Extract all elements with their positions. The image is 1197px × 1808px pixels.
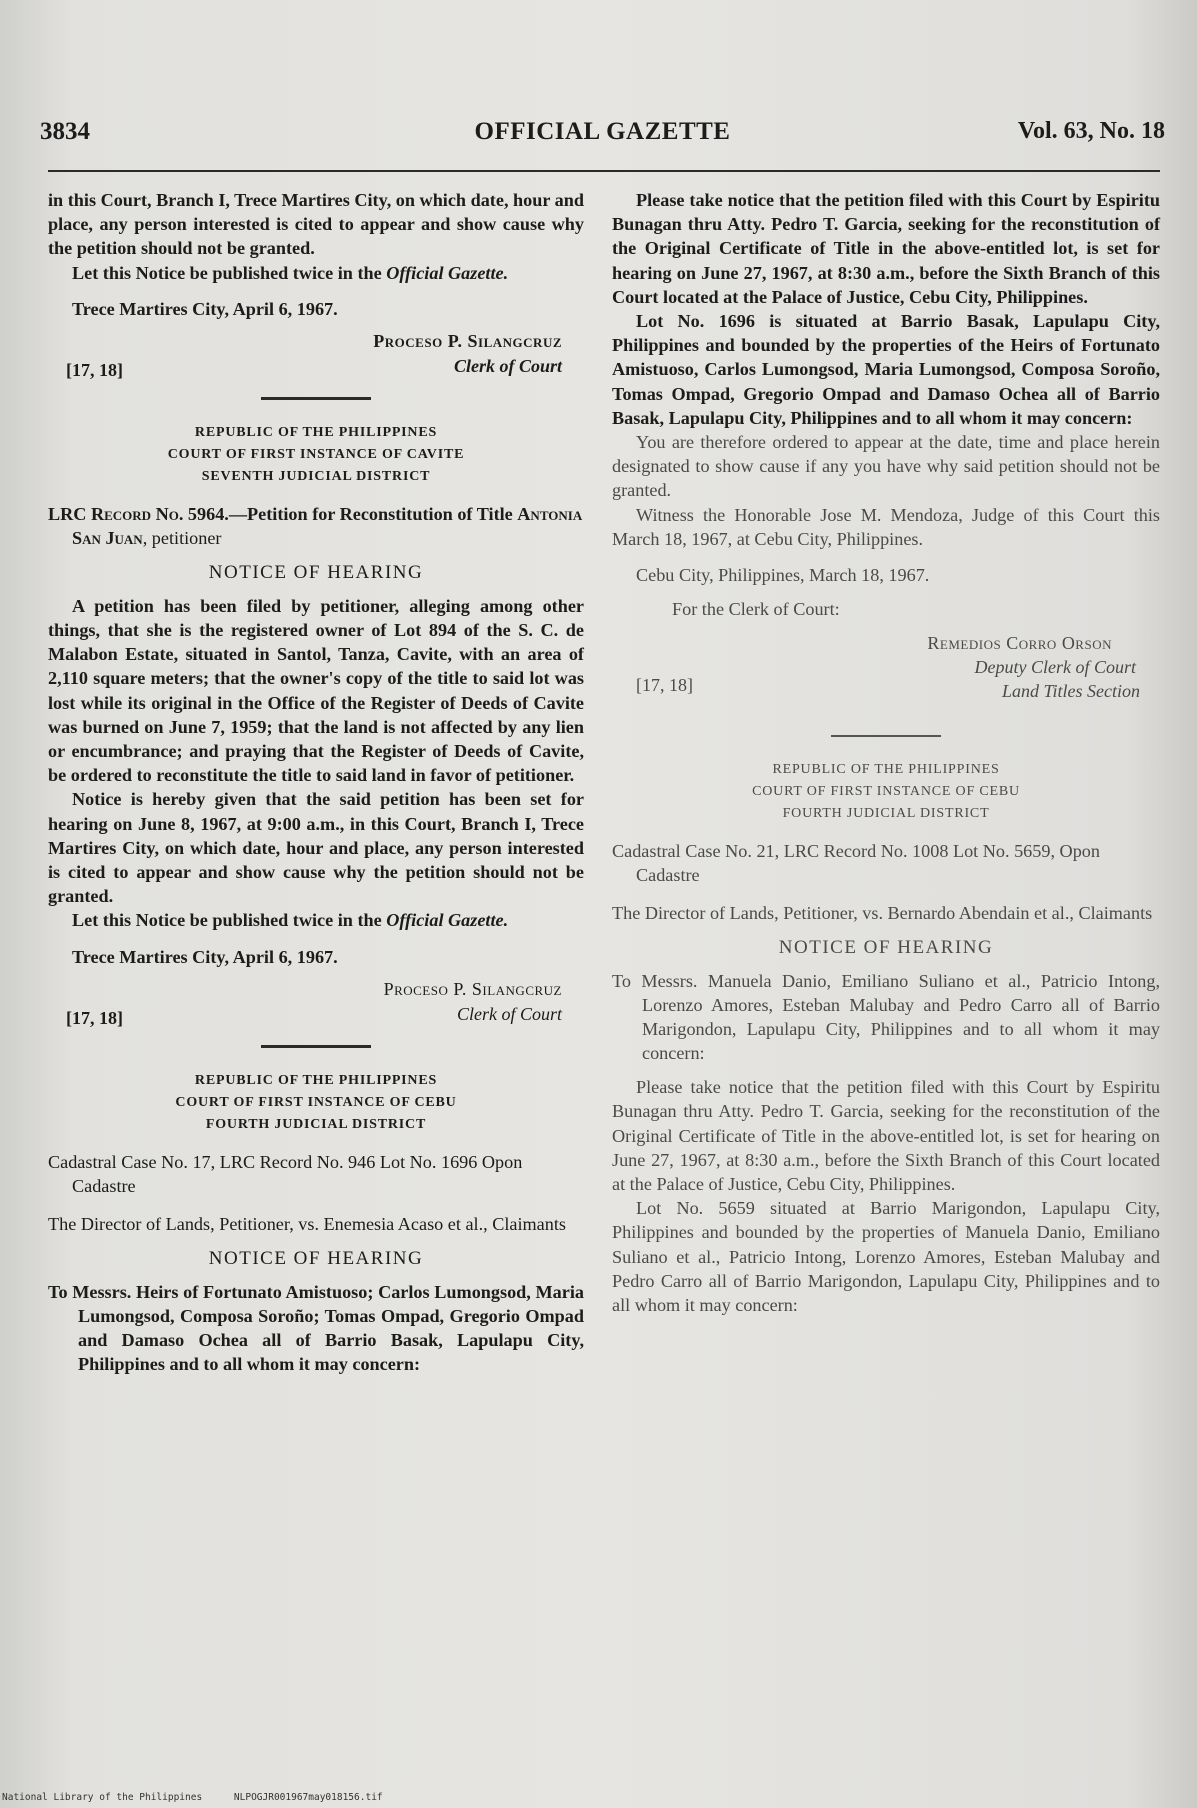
signature-block [48, 331, 584, 383]
signature-block [48, 979, 584, 1031]
notice-body: Please take notice that the petition filed with this Court by Espiritu Bunagan thru Atty. Pedro T. Garcia, seeking for the reconstitution of the Original Certificate of Title in the above-entitled lot, is set for hearing on June 27, 1967, at 8:30 a.m., before the Sixth Branch of this Court located at the Palace of Justice, Cebu City, Philippines. [612, 190, 1160, 307]
signer-name: Proceso P. Silangcruz [383, 978, 562, 999]
right-column [612, 188, 1160, 1317]
court-heading: REPUBLIC OF THE PHILIPPINES COURT OF FIRST INSTANCE OF CEBU FOURTH JUDICIAL DISTRICT [175, 1072, 457, 1132]
signer-section: Land Titles Section [1001, 681, 1140, 702]
notice-body: Witness the Honorable Jose M. Mendoza, Judge of this Court this March 18, 1967, at Cebu City, Philippines. [612, 504, 1160, 549]
notice-addressees: To Messrs. Manuela Danio, Emiliano Suliano et al., Patricio Intong, Lorenzo Amores, Esteban Malubay and Pedro Carro all of Barrio Marigondon, Lapulapu City, Philippines and to all whom it may concern: [612, 971, 1160, 1064]
notice-heading: NOTICE OF HEARING [208, 561, 424, 583]
notice-heading: NOTICE OF HEARING [778, 937, 994, 959]
case-caption: Cadastral Case No. 21, LRC Record No. 1008 Lot No. 5659, Opon Cadastre [612, 841, 1100, 886]
volume-number: Vol. 63, No. 18 [1017, 118, 1165, 144]
scan-footer [2, 1792, 409, 1803]
section-divider [261, 1045, 371, 1048]
notice-date: Trece Martires City, April 6, 1967. [72, 298, 338, 319]
notice-body: You are therefore ordered to appear at the date, time and place herein designated to show cause if any you have why said petition should not be granted. [612, 432, 1160, 501]
signature-block [612, 633, 1160, 717]
notice-body: Lot No. 1696 is situated at Barrio Basak, Lapulapu City, Philippines and bounded by the properties of the Heirs of Fortunato Amistuoso, Carlos Lumongsod, Maria Lumongsod, Composa Soroño, Tomas Ompad, Gregorio Ompad and Damaso Ochea all of Barrio Basak, Lapulapu City, Philippines and to all whom it may concern: [612, 311, 1160, 428]
notice-date: Trece Martires City, April 6, 1967. [72, 946, 338, 967]
notice-date: Cebu City, Philippines, March 18, 1967. [636, 565, 930, 586]
library-credit: National Library of the Philippines [2, 1792, 203, 1803]
notice-body: Please take notice that the petition filed with this Court by Espiritu Bunagan thru Atty. Pedro T. Garcia, seeking for the reconstitution of the Original Certificate of Title in the above-entitled lot, is set for hearing on June 27, 1967, at 8:30 a.m., before the Sixth Branch of this Court located at the Palace of Justice, Cebu City, Philippines. [612, 1077, 1160, 1195]
case-caption: Cadastral Case No. 17, LRC Record No. 946 Lot No. 1696 Opon Cadastre [48, 1151, 523, 1196]
page-number: 3834 [40, 118, 90, 145]
scan-filename: NLPOGJR001967may018156.tif [233, 1792, 383, 1803]
signer-name: Proceso P. Silangcruz [373, 330, 562, 351]
case-parties: The Director of Lands, Petitioner, vs. Enemesia Acaso et al., Claimants [48, 1213, 566, 1234]
notice-body: Lot No. 5659 situated at Barrio Marigondon, Lapulapu City, Philippines and bounded by the properties of Manuela Danio, Emiliano Suliano et al., Patricio Intong, Lorenzo Amores, Esteban Malubay and Pedro Carro all of Barrio Marigondon, Lapulapu City, Philippines and to all whom it may concern: [612, 1198, 1160, 1316]
notice-continuation: in this Court, Branch I, Trece Martires City, on which date, hour and place, any person interested is cited to appear and show cause why the petition should not be granted. [48, 190, 584, 259]
case-parties: The Director of Lands, Petitioner, vs. Bernardo Abendain et al., Claimants [612, 903, 1153, 924]
case-caption: LRC Record No. 5964.—Petition for Reconstitution of Title Antonia San Juan, petitioner [48, 503, 583, 548]
signer-name: Remedios Corro Orson [927, 633, 1112, 654]
left-column [48, 188, 584, 1376]
page-header [40, 118, 1165, 158]
notice-addressees: To Messrs. Heirs of Fortunato Amistuoso; Carlos Lumongsod, Maria Lumongsod, Composa Soroño; Tomas Ompad, Gregorio Ompad and Damaso Ochea all of Barrio Basak, Lapulapu City, Philippines and to all whom it may concern: [48, 1281, 584, 1374]
header-rule [48, 170, 1160, 172]
publish-instruction: Let this Notice be published twice in the Official Gazette. [72, 910, 509, 931]
signer-title: Clerk of Court [453, 355, 562, 376]
signer-title: Deputy Clerk of Court [974, 657, 1136, 678]
section-divider [831, 735, 941, 737]
notice-body: A petition has been filed by petitioner, alleging among other things, that she is the registered owner of Lot 894 of the S. C. de Malabon Estate, situated in Santol, Tanza, Cavite, with an area of 2,110 square meters; that the owner's copy of the title to said lot was lost while its original in the Office of the Register of Deeds of Cavite was burned on June 7, 1959; that the land is not affected by any lien or encumbrance; and praying that the Register of Deeds of Cavite, be ordered to reconstitute the title to said land in favor of petitioner. [48, 595, 584, 786]
issue-reference: [17, 18] [66, 359, 123, 380]
publication-title: OFFICIAL GAZETTE [474, 118, 731, 145]
for-clerk: For the Clerk of Court: [672, 599, 840, 620]
issue-reference: [17, 18] [636, 675, 693, 696]
court-heading: REPUBLIC OF THE PHILIPPINES COURT OF FIRST INSTANCE OF CEBU FOURTH JUDICIAL DISTRICT [752, 762, 1020, 822]
signer-title: Clerk of Court [456, 1003, 562, 1024]
court-heading: REPUBLIC OF THE PHILIPPINES COURT OF FIRST INSTANCE OF CAVITE SEVENTH JUDICIAL DISTRICT [167, 424, 465, 484]
publish-instruction: Let this Notice be published twice in the Official Gazette. [72, 262, 509, 283]
notice-body: Notice is hereby given that the said petition has been set for hearing on June 8, 1967, at 9:00 a.m., in this Court, Branch I, Trece Martires City, on which date, hour and place, any person interested is cited to appear and show cause why the petition should not be granted. [48, 789, 584, 907]
issue-reference: [17, 18] [66, 1007, 123, 1028]
notice-heading: NOTICE OF HEARING [208, 1247, 424, 1269]
section-divider [261, 397, 371, 400]
